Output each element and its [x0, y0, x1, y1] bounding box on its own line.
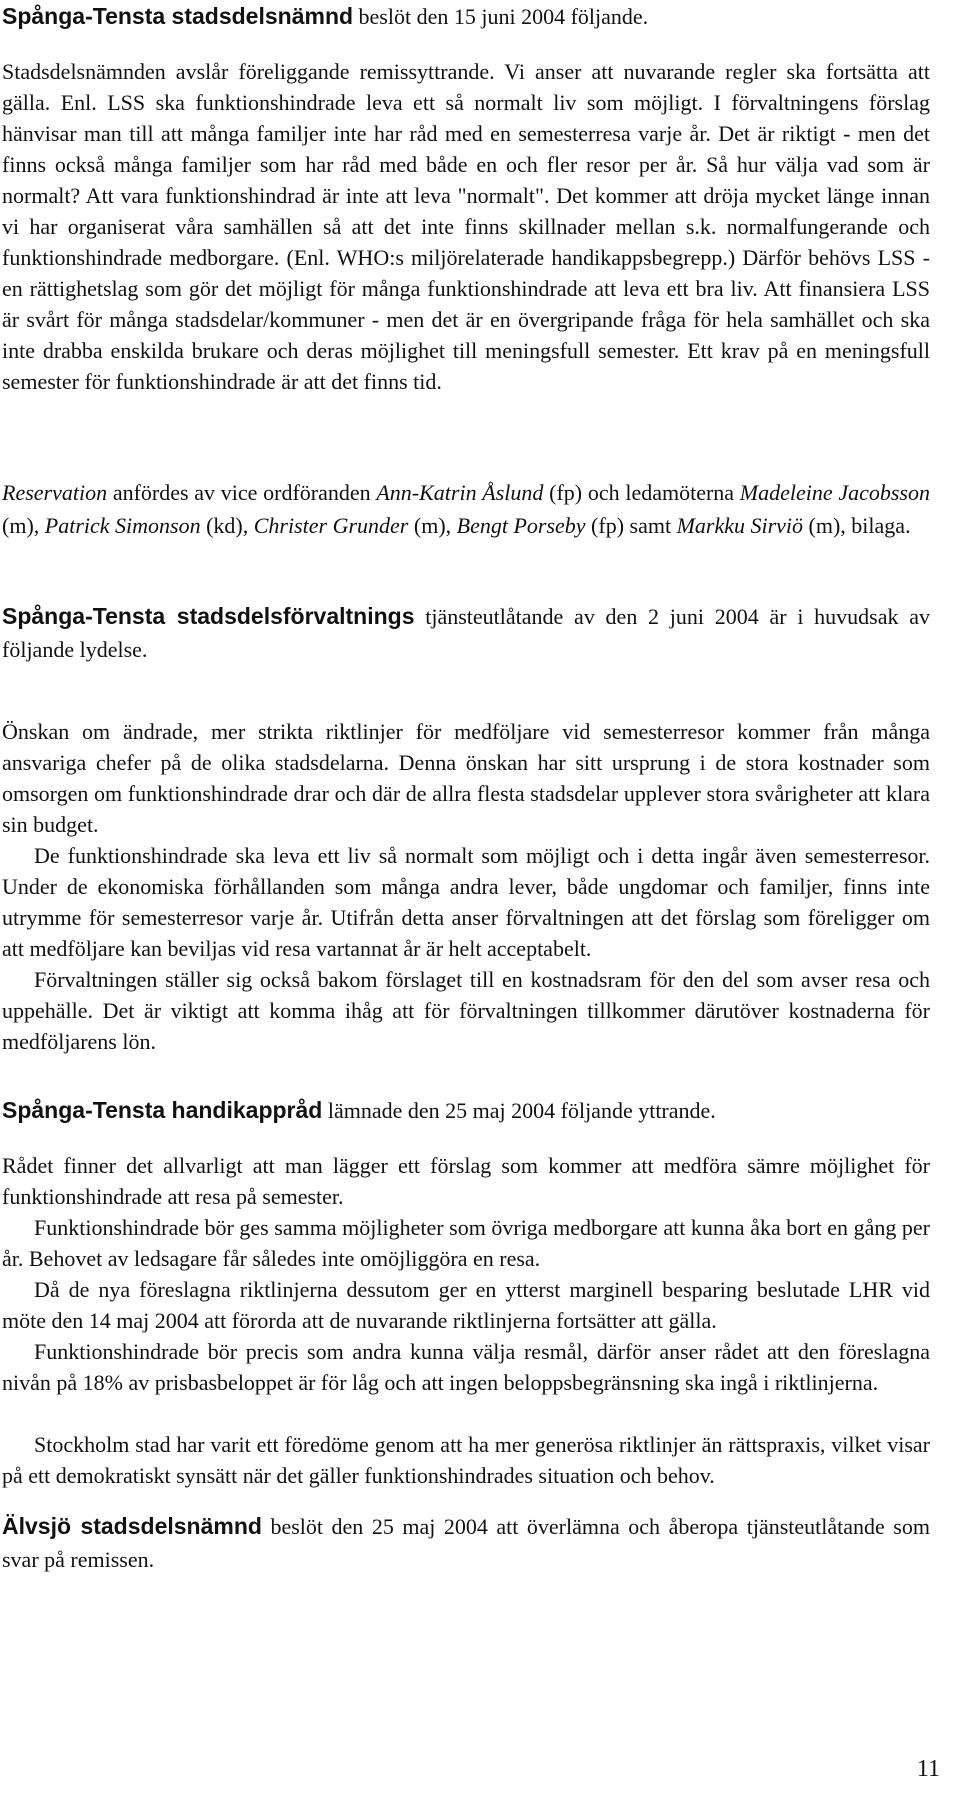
section-heading-alvsjo: [2, 1510, 930, 1576]
heading-rest: beslöt den 15 juni 2004 följande.: [353, 4, 649, 29]
text-span: (kd),: [200, 513, 254, 538]
forvaltning-paragraph-1: Önskan om ändrade, mer strikta riktlinjer för medföljare vid semesterresor kommer från många ansvariga chefer på de olika stadsdelarna. Denna önskan har sitt ursprung i de stora kostnader som omsorgen om funktionshindrade drar och där de allra flesta stadsdelar upplever stora svårigheter att klara sin budget.: [2, 719, 930, 837]
section-heading-forvaltning: [2, 600, 930, 666]
text-span: (m),: [2, 513, 45, 538]
text-span: anfördes av vice ordföranden: [107, 480, 377, 505]
heading-rest: tjänsteutlåtande av den 2 juni 2004 är i huvudsak av följande lydelse.: [2, 604, 930, 662]
person-name: Christer Grunder: [253, 513, 409, 538]
org-name: Spånga-Tensta stadsdelsförvaltnings: [2, 603, 415, 629]
person-name: Bengt Porseby: [456, 513, 586, 538]
handikappråd-paragraph-5: Stockholm stad har varit ett föredöme genom att ha mer generösa riktlinjer än rättspraxis, vilket visar på ett demokratiskt synsätt när det gäller funktionshindrades situation och behov.: [2, 1432, 930, 1488]
text-span: (m), bilaga.: [803, 513, 911, 538]
reservation-paragraph: [2, 476, 930, 542]
section-heading-spanga-tensta-namnd: [2, 0, 930, 33]
handikappråd-paragraph-3: Då de nya föreslagna riktlinjerna dessutom ger en ytterst marginell besparing beslutade LHR vid möte den 14 maj 2004 att förorda att de nuvarande riktlinjerna fortsätter att gälla.: [2, 1277, 930, 1333]
handikappråd-paragraph-2: Funktionshindrade bör ges samma möjligheter som övriga medborgare att kunna åka bort en gång per år. Behovet av ledsagare får således inte omöjliggöra en resa.: [2, 1215, 930, 1271]
text-span: (m),: [408, 513, 457, 538]
page-number: 11: [916, 1756, 940, 1782]
org-name: Spånga-Tensta stadsdelsnämnd: [2, 3, 354, 29]
org-name: Älvsjö stadsdelsnämnd: [2, 1513, 262, 1539]
text-span: (fp) och ledamöterna: [543, 480, 740, 505]
person-name: Markku Sirviö: [676, 513, 804, 538]
handikappråd-paragraph-4: Funktionshindrade bör precis som andra kunna välja resmål, därför anser rådet att den föreslagna nivån på 18% av prisbasbeloppet är för låg och att ingen beloppsbegränsning ska ingå i riktlinjerna.: [2, 1339, 930, 1395]
person-name: Ann-Katrin Åslund: [376, 480, 544, 505]
org-name: Spånga-Tensta handikappråd: [2, 1097, 323, 1123]
heading-rest: lämnade den 25 maj 2004 följande yttrande.: [322, 1098, 716, 1123]
heading-rest: beslöt den 25 maj 2004 att överlämna och åberopa tjänsteutlåtande som svar på remissen.: [2, 1514, 930, 1572]
section-heading-handikappråd: [2, 1094, 930, 1127]
nämnd-decision-paragraph: Stadsdelsnämnden avslår föreliggande remissyttrande. Vi anser att nuvarande regler ska fortsätta att gälla. Enl. LSS ska funktionshindrade leva ett så normalt liv som möjligt. I förvaltningens förslag hänvisar man till att många familjer inte har råd med en semesterresa varje år. Det är riktigt - men det finns också många familjer som har råd med både en och fler resor per år. Så hur välja vad som är normalt? Att vara funktionshindrad är inte att leva "normalt". Det kommer att dröja mycket länge innan vi har organiserat våra samhällen så att det inte finns skillnader mellan s.k. normalfungerande och funktionshindrade medborgare. (Enl. WHO:s miljörelaterade handikappsbegrepp.) Därför behövs LSS - en rättighetslag som gör det möjligt för många funktionshindrade att leva ett bra liv. Att finansiera LSS är svårt för många stadsdelar/kommuner - men det är en övergripande fråga för hela samhället och ska inte drabba enskilda brukare och deras möjlighet till meningsfull semester. Ett krav på en meningsfull semester för funktionshindrade är att det finns tid.: [2, 59, 930, 394]
text-span: (fp) samt: [585, 513, 677, 538]
reservation-label: Reservation: [2, 480, 108, 505]
forvaltning-paragraph-2: De funktionshindrade ska leva ett liv så normalt som möjligt och i detta ingår även semesterresor. Under de ekonomiska förhållanden som många andra lever, både ungdomar och familjer, finns inte utrymme för semesterresor varje år. Utifrån detta anser förvaltningen att det förslag som föreligger om att medföljare kan beviljas vid resa vartannat år är helt acceptabelt.: [2, 843, 930, 961]
forvaltning-paragraph-3: Förvaltningen ställer sig också bakom förslaget till en kostnadsram för den del som avser resa och uppehälle. Det är viktigt att komma ihåg att för förvaltningen tillkommer därutöver kostnaderna för medföljarens lön.: [2, 967, 930, 1054]
handikappråd-paragraph-1: Rådet finner det allvarligt att man lägger ett förslag som kommer att medföra sämre möjlighet för funktionshindrade att resa på semester.: [2, 1153, 930, 1209]
person-name: Madeleine Jacobsson: [739, 480, 930, 505]
person-name: Patrick Simonson: [44, 513, 201, 538]
